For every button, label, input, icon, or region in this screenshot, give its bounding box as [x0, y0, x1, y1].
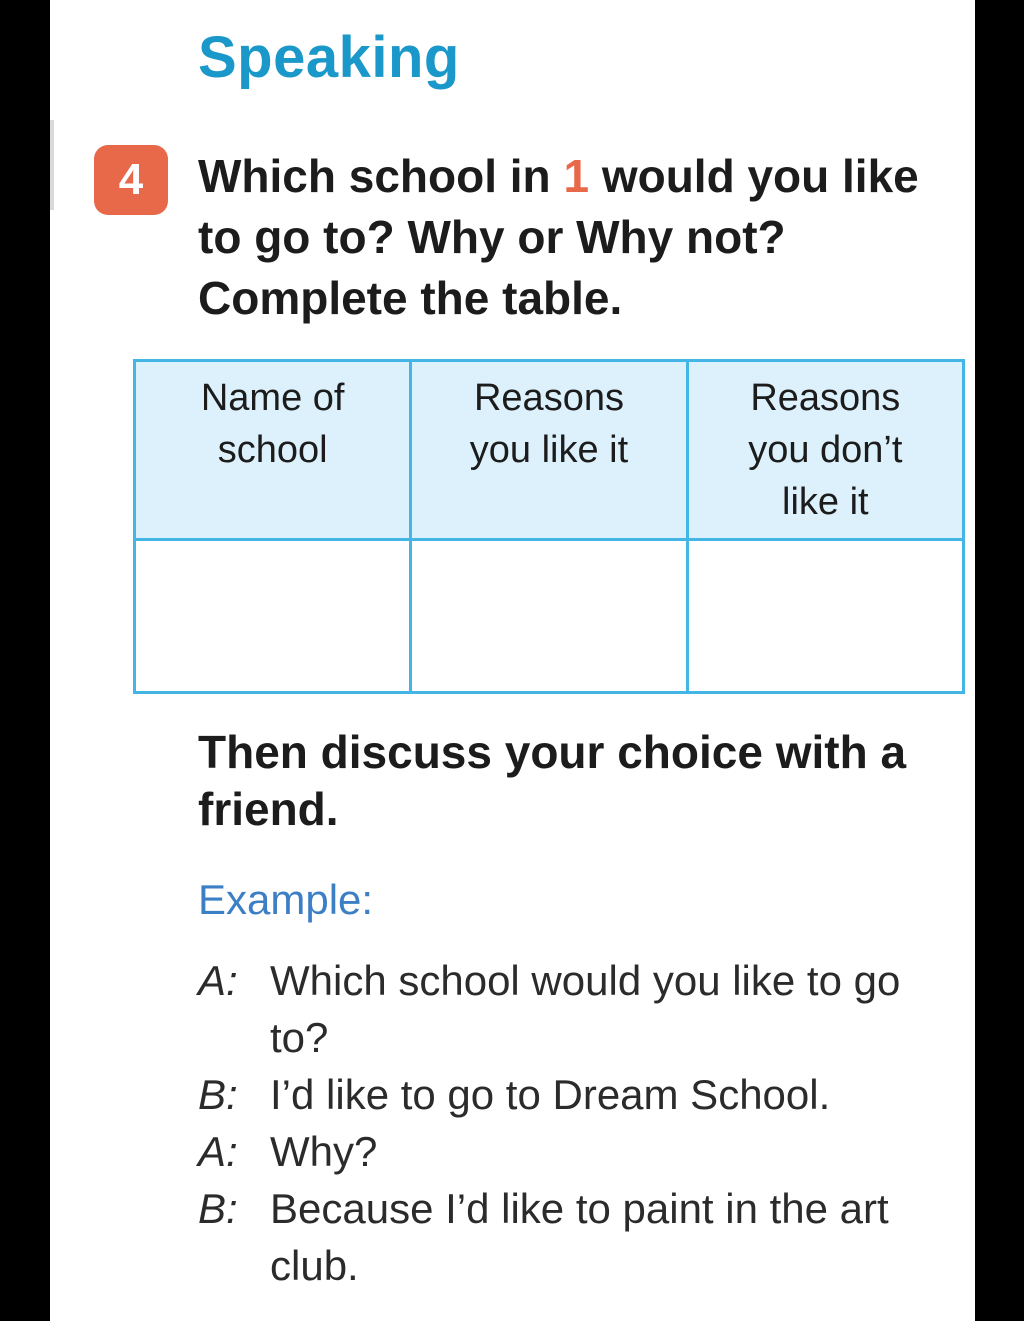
dialogue-text: I’d like to go to Dream School.: [270, 1071, 831, 1118]
page-edge-mark: [50, 120, 54, 210]
table-header-row: [135, 361, 964, 540]
table-cell-reasons-like[interactable]: [411, 540, 687, 693]
header-reasons-like-text: Reasons you like it: [469, 377, 629, 471]
instruction-text-start: Which school in: [198, 150, 564, 202]
dialogue-line: [198, 1123, 938, 1180]
table-row: [135, 540, 964, 693]
dialogue-speaker: B:: [198, 1071, 238, 1118]
instruction-exercise-reference: 1: [563, 150, 590, 202]
dialogue-line: [198, 952, 938, 1066]
header-reasons-dont-like-text: Reasons you don’t like it: [748, 377, 903, 523]
dialogue-text: Because I’d like to paint in the art club.: [270, 1185, 889, 1289]
header-name-of-school: [135, 361, 411, 540]
dialogue-text: Which school would you like to go to?: [270, 957, 901, 1061]
dialogue-text: Why?: [270, 1128, 378, 1175]
dialogue-line: [198, 1180, 938, 1294]
header-name-of-school-text: Name of school: [200, 377, 345, 471]
instruction-text-end: would you like to go to? Why or Why not? Complete the table.: [198, 150, 919, 324]
example-label: Example:: [198, 876, 374, 923]
dialogue-speaker: A:: [198, 1128, 238, 1175]
exercise-instruction: [198, 146, 938, 329]
discuss-instruction: Then discuss your choice with a friend.: [198, 726, 907, 835]
example-dialogue: [198, 952, 938, 1294]
header-reasons-dont-like: [687, 361, 963, 540]
dialogue-speaker: A:: [198, 957, 238, 1004]
reasons-table: [133, 359, 965, 694]
header-reasons-like: [411, 361, 687, 540]
exercise-number-badge: 4: [94, 145, 168, 215]
dialogue-line: [198, 1066, 938, 1123]
table-cell-name[interactable]: [135, 540, 411, 693]
section-title: Speaking: [198, 25, 460, 90]
dialogue-speaker: B:: [198, 1185, 238, 1232]
table-cell-reasons-dont-like[interactable]: [687, 540, 963, 693]
